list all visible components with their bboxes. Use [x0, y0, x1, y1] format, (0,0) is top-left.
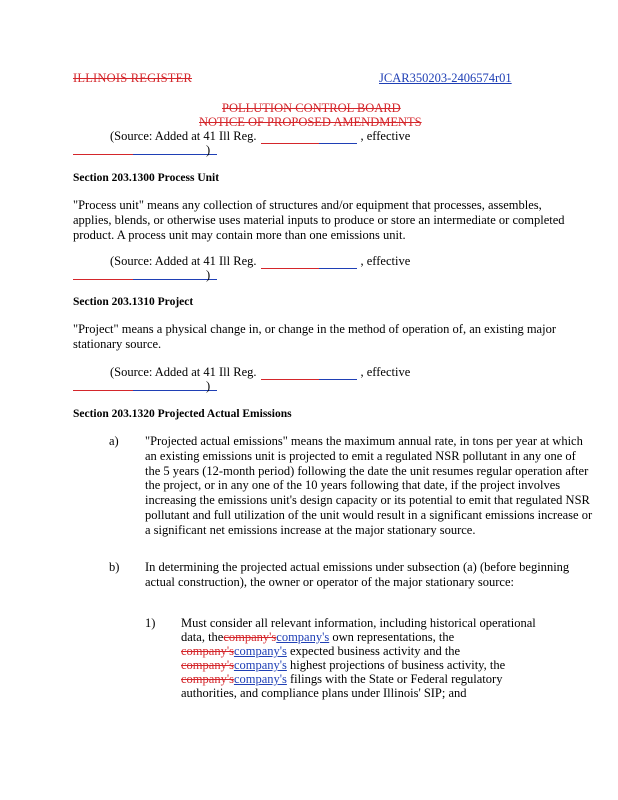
source-prefix: (Source: Added at 41 Ill Reg.	[110, 365, 257, 379]
text-run: filings with the State or Federal regulatory	[286, 672, 503, 686]
inserted-text: company's	[233, 644, 287, 658]
red-rule	[261, 268, 319, 269]
red-rule	[73, 154, 133, 155]
red-rule	[73, 279, 133, 280]
source-close: )	[206, 268, 211, 282]
blue-rule	[133, 390, 217, 391]
source-suffix: , effective	[360, 254, 411, 268]
item-1-line	[181, 644, 460, 659]
inserted-text: company's	[233, 672, 287, 686]
text-run: data, the	[181, 630, 224, 644]
item-1-line	[181, 630, 454, 645]
section-body: "Process unit" means any collection of structures and/or equipment that processes, assembles, applies, blends, or otherwise uses material inputs to produce or store an intermediate or completed product. A process unit may contain more than one emissions unit.	[73, 198, 565, 242]
item-1-line: Must consider all relevant information, including historical operational	[181, 616, 536, 630]
inserted-text: company's	[233, 658, 287, 672]
source-line-2	[110, 254, 410, 269]
register-title: ILLINOIS REGISTER	[73, 71, 193, 85]
source-suffix: , effective	[360, 129, 411, 143]
section-heading: Section 203.1310 Project	[73, 296, 194, 308]
source-line-3	[110, 365, 410, 380]
blue-rule	[133, 154, 217, 155]
red-rule	[261, 379, 319, 380]
item-1-line	[181, 672, 502, 687]
blue-rule	[319, 379, 357, 380]
deleted-text: company's	[223, 630, 277, 644]
notice-title: NOTICE OF PROPOSED AMENDMENTS	[199, 115, 422, 129]
document-code: JCAR350203-2406574r01	[379, 71, 512, 85]
red-rule	[73, 390, 133, 391]
item-label: b)	[109, 560, 120, 574]
text-run: expected business activity and the	[286, 644, 461, 658]
text-run: own representations, the	[329, 630, 455, 644]
source-prefix: (Source: Added at 41 Ill Reg.	[110, 129, 257, 143]
item-label: a)	[109, 434, 119, 448]
item-a-text: "Projected actual emissions" means the maximum annual rate, in tons per year at which an existing emissions unit is projected to emit a regulated NSR pollutant in any one of the 5 years (12-month period) following the date the unit resumes regular operation after the project, or in any one of the 10 years following that date, if the project involves increasing the emissions unit's design capacity or its potential to emit that regulated NSR pollutant and full utilization of the unit would result in a significant emissions increase or a significant net emissions increase at the major stationary source.	[145, 434, 593, 537]
deleted-text: company's	[181, 672, 234, 686]
source-prefix: (Source: Added at 41 Ill Reg.	[110, 254, 257, 268]
item-b-text: In determining the projected actual emissions under subsection (a) (before beginning actual construction), the owner or operator of the major stationary source:	[145, 560, 570, 589]
blue-rule	[133, 279, 217, 280]
source-close: )	[206, 379, 211, 393]
item-label: 1)	[145, 616, 156, 630]
section-heading: Section 203.1320 Projected Actual Emissions	[73, 408, 292, 420]
source-line-1	[110, 129, 410, 144]
source-close: )	[206, 143, 211, 157]
source-suffix: , effective	[360, 365, 411, 379]
blue-rule	[319, 143, 357, 144]
section-heading: Section 203.1300 Process Unit	[73, 172, 220, 184]
board-title: POLLUTION CONTROL BOARD	[222, 101, 401, 115]
inserted-text: company's	[276, 630, 330, 644]
red-rule	[261, 143, 319, 144]
deleted-text: company's	[181, 644, 234, 658]
section-body: "Project" means a physical change in, or change in the method of operation of, an existing major stationary source.	[73, 322, 556, 351]
item-1-line	[181, 658, 505, 673]
blue-rule	[319, 268, 357, 269]
text-run: highest projections of business activity, the	[286, 658, 506, 672]
deleted-text: company's	[181, 658, 234, 672]
item-1-line: authorities, and compliance plans under Illinois' SIP; and	[181, 686, 467, 700]
